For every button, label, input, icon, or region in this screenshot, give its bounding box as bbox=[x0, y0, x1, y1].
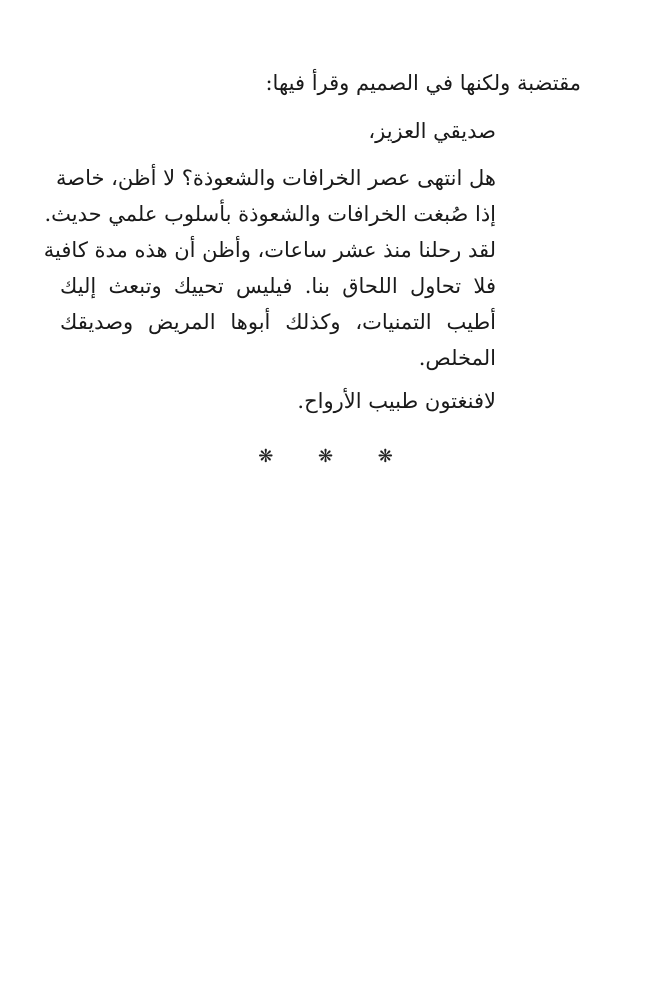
separator-mark: ❋ bbox=[377, 446, 393, 467]
letter-body-line: أطيب التمنيات، وكذلك أبوها المريض وصديقك bbox=[60, 310, 496, 334]
separator-mark: ❋ bbox=[258, 446, 274, 467]
letter-salutation: صديقي العزيز، bbox=[368, 119, 496, 143]
intro-line: مقتضبة ولكنها في الصميم وقرأ فيها: bbox=[265, 71, 581, 95]
letter-body-line: إذا صُبغت الخرافات والشعوذة بأسلوب علمي حديث. bbox=[44, 202, 496, 226]
letter-body-line: لقد رحلنا منذ عشر ساعات، وأظن أن هذه مدة كافية bbox=[43, 238, 496, 262]
letter-body-line: هل انتهى عصر الخرافات والشعوذة؟ لا أظن، خاصة bbox=[56, 166, 496, 190]
separator-mark: ❋ bbox=[317, 446, 334, 467]
letter-body-line: المخلص. bbox=[418, 346, 496, 370]
letter-signature: لافنغتون طبيب الأرواح. bbox=[297, 389, 496, 413]
letter-body bbox=[43, 160, 496, 376]
letter-body-line: فلا تحاول اللحاق بنا. فيليس تحييك وتبعث إليك bbox=[60, 274, 496, 298]
section-separator bbox=[0, 446, 651, 467]
